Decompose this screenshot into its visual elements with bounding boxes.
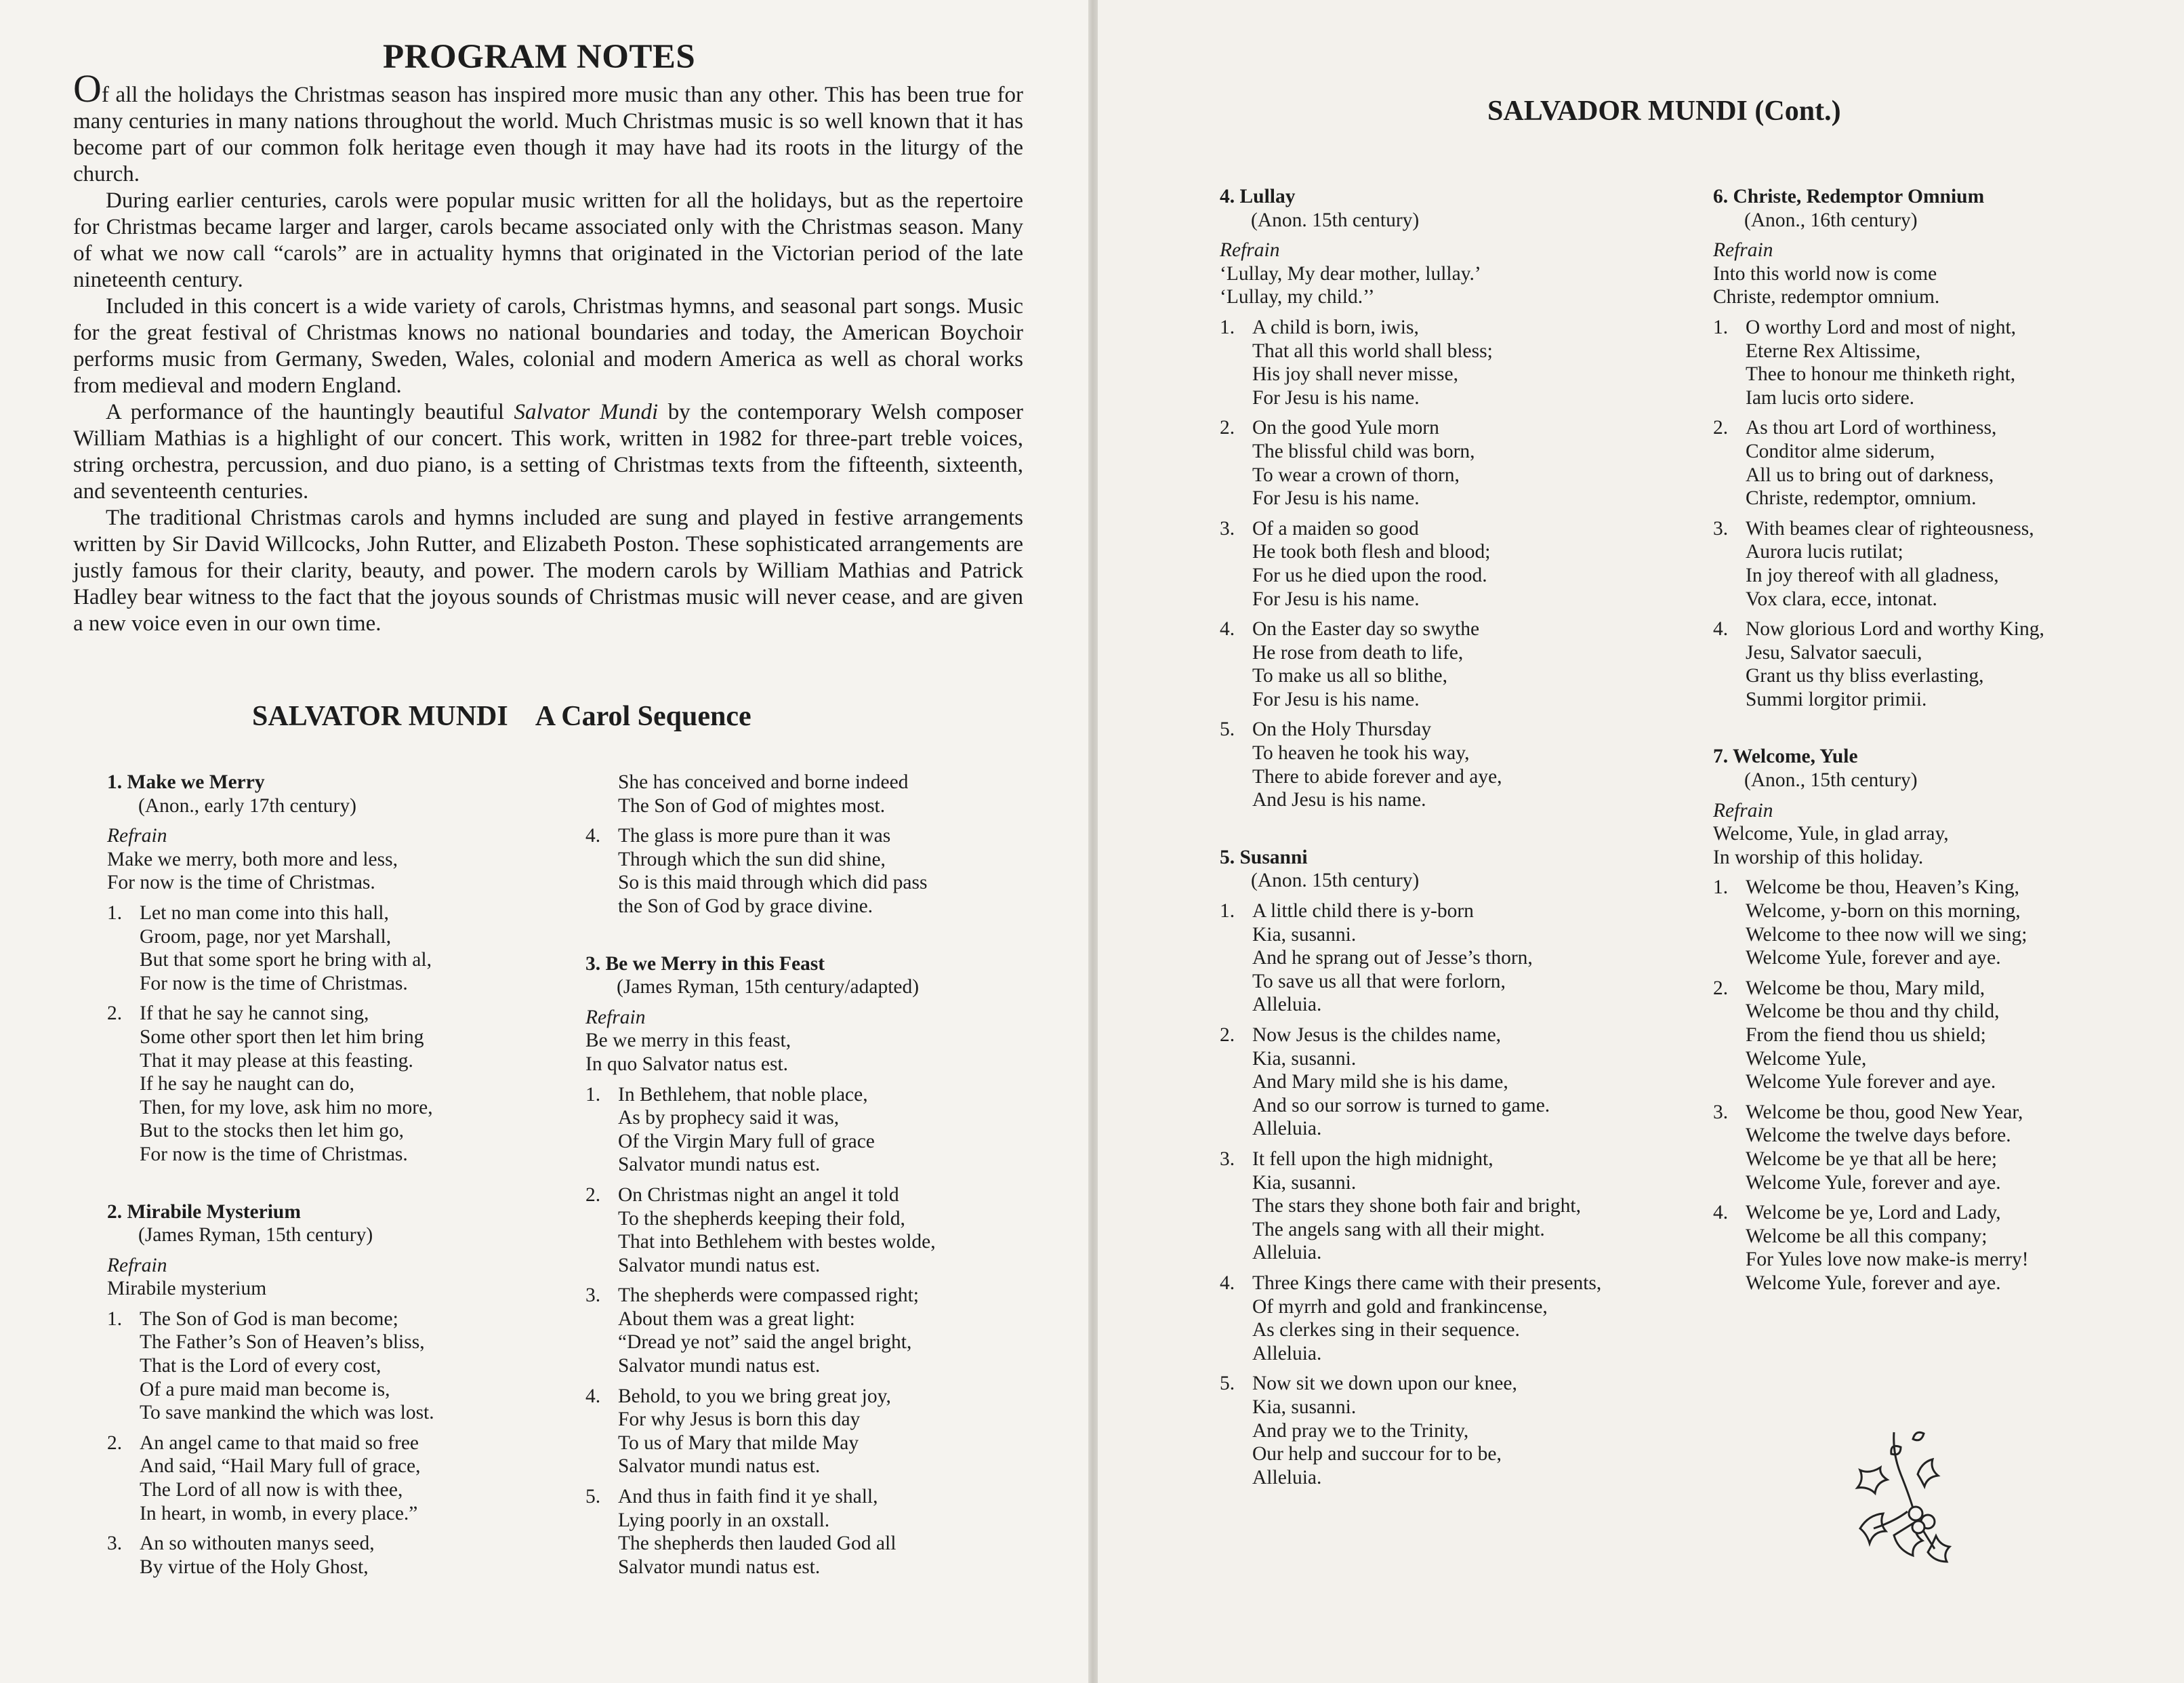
refrain-lines (107, 1277, 514, 1301)
verse-number: 2. (1220, 417, 1235, 439)
verse-first-line (585, 1183, 1006, 1207)
verse-line-text: A child is born, iwis, (1252, 316, 1419, 338)
verse-line: For Yules love now make-is merry! (1746, 1249, 2029, 1271)
refrain-lines (1220, 262, 1660, 309)
verse (1220, 316, 1660, 409)
verse-number: 2. (585, 1183, 601, 1206)
verse (585, 824, 1006, 918)
refrain-label: Refrain (107, 825, 167, 847)
text-line: Make we merry, both more and less, (107, 848, 398, 870)
verse-line: Welcome be all this company; (1746, 1225, 1987, 1247)
verse-first-line (107, 901, 514, 925)
verse-line: Salvator mundi natus est. (618, 1154, 821, 1176)
verse (1713, 316, 2147, 409)
verse-line: And pray we to the Trinity, (1252, 1419, 1469, 1442)
verse-line: Through which the sun did shine, (618, 848, 886, 870)
salvador-mundi-cont-title: SALVADOR MUNDI (Cont.) (1487, 96, 1841, 127)
carol-attribution: (Anon. 15th century) (1251, 870, 1420, 892)
carol-attribution: (Anon., 16th century) (1744, 209, 1918, 231)
carol-attribution: (Anon., 15th century) (1744, 769, 1918, 792)
verse-line-text: The shepherds were compassed right; (618, 1284, 919, 1307)
verse (1220, 517, 1660, 611)
verse-line-text: And thus in faith find it ye shall, (618, 1486, 878, 1508)
verse (1220, 1148, 1660, 1265)
notes-paragraph-4-lead: A performance of the hauntingly beautiful (106, 400, 514, 424)
section-gap (1713, 711, 2147, 745)
verse-line: Of a pure maid man become is, (140, 1378, 390, 1400)
page-gutter (1088, 0, 1098, 1683)
verse-number: 4. (585, 1385, 601, 1407)
verse-first-line (1220, 1023, 1660, 1047)
verse-line: Kia, susanni. (1252, 1047, 1357, 1070)
program-notes-title: PROGRAM NOTES (383, 38, 696, 76)
verse-line: And he sprang out of Jesse’s thorn, (1252, 947, 1533, 969)
verse-number: 3. (1220, 1148, 1235, 1170)
verse-line: Alleluia. (1252, 1242, 1322, 1264)
verse-line: So is this maid through which did pass (618, 872, 928, 894)
verse-line: Salvator mundi natus est. (618, 1556, 821, 1578)
notes-paragraph-1-text: f all the holidays the Christmas season has inspired more music than any other. This has been true for many centuries in many nations throughout the world. Much Christmas music is so well known that it has become part of our common folk heritage even though it may have had its roots in the liturgy of the church. (73, 83, 1023, 186)
section-gap (107, 1167, 514, 1200)
verse-line: That it may please at this feasting. (140, 1049, 413, 1072)
verse-line: Welcome Yule, (1746, 1047, 1867, 1070)
notes-work-title: Salvator Mundi (514, 400, 659, 424)
verse-line-text: Welcome be thou, good New Year, (1746, 1101, 2023, 1123)
verse-line: But that some sport he bring with al, (140, 949, 432, 971)
verse-line: Then, for my love, ask him no more, (140, 1096, 433, 1118)
carol-title: 2. Mirabile Mysterium (107, 1200, 301, 1223)
carol-column-2 (585, 771, 1006, 1579)
verse-line: And Mary mild she is his dame, (1252, 1071, 1508, 1093)
verse (107, 1307, 514, 1425)
verse-first-line (1713, 876, 2147, 899)
verse-line: That is the Lord of every cost, (140, 1355, 382, 1377)
verse-number: 5. (1220, 718, 1235, 741)
verse-number: 4. (585, 825, 601, 847)
verse-line: Jesu, Salvator saeculi, (1746, 641, 1922, 664)
verse (107, 1432, 514, 1525)
verse-line: The shepherds then lauded God all (618, 1533, 897, 1555)
verse-line: For us he died upon the rood. (1252, 564, 1487, 586)
refrain-label: Refrain (1713, 239, 1773, 262)
verse (585, 1385, 1006, 1478)
verse-first-line (1713, 416, 2147, 440)
verse-line: Aurora lucis rutilat; (1746, 541, 1903, 563)
carol-column-3 (1220, 185, 1660, 1489)
verse-first-line (1220, 517, 1660, 541)
verse-number: 1. (1713, 876, 1729, 899)
verse-line: Welcome Yule, forever and aye. (1746, 947, 2001, 969)
carol-column-1 (107, 771, 514, 1579)
program-notes-text (73, 66, 1023, 637)
verse-number: 2. (107, 1432, 123, 1454)
verse-line-text: Now glorious Lord and worthy King, (1746, 618, 2044, 641)
carol-title: 5. Susanni (1220, 846, 1308, 868)
verse-line: Welcome the twelve days before. (1746, 1124, 2011, 1147)
salvator-mundi-title-main: SALVATOR MUNDI (252, 701, 508, 732)
verse-line: Welcome Yule forever and aye. (1746, 1071, 1996, 1093)
verse-number: 3. (107, 1533, 123, 1555)
verse-line: The blissful child was born, (1252, 440, 1475, 462)
verse-first-line (1713, 1101, 2147, 1124)
text-line: Welcome, Yule, in glad array, (1713, 823, 1949, 845)
verse (1713, 517, 2147, 611)
section-gap (1220, 812, 1660, 846)
verse-line: As by prophecy said it was, (618, 1107, 840, 1129)
verse-line: Our help and succour for to be, (1252, 1443, 1502, 1465)
verse-number: 1. (585, 1083, 601, 1106)
verse-line: Of myrrh and gold and frankincense, (1252, 1295, 1548, 1318)
verse-number: 1. (1220, 316, 1235, 338)
verse-line-text: O worthy Lord and most of night, (1746, 316, 2017, 338)
verse-line: Alleluia. (1252, 1466, 1322, 1488)
text-line: Be we merry in this feast, (585, 1030, 791, 1052)
verse-line: The angels sang with all their might. (1252, 1218, 1545, 1240)
verse-line: In heart, in womb, in every place.” (140, 1502, 418, 1524)
verse-line: Iam lucis orto sidere. (1746, 386, 1915, 409)
verse-line: To save mankind the which was lost. (140, 1402, 434, 1424)
verse-line: Conditor alme siderum, (1746, 440, 1935, 462)
verse-first-line (1220, 1372, 1660, 1396)
carol-attribution: (James Ryman, 15th century) (138, 1224, 373, 1246)
verse (585, 1183, 1006, 1277)
verse-line: Welcome Yule, forever and aye. (1746, 1171, 2001, 1194)
refrain-label: Refrain (107, 1254, 167, 1276)
refrain-label: Refrain (585, 1006, 646, 1028)
verse-first-line (1220, 416, 1660, 440)
verse-line: From the fiend thou us shield; (1746, 1024, 1986, 1046)
verse-line: “Dread ye not” said the angel bright, (618, 1331, 912, 1354)
refrain-label: Refrain (1220, 239, 1280, 262)
verse-line: Of the Virgin Mary full of grace (618, 1130, 875, 1152)
verse-number: 4. (1220, 1272, 1235, 1294)
verse-line: As clerkes sing in their sequence. (1252, 1319, 1520, 1341)
verse-line-text: Welcome be thou, Heaven’s King, (1746, 876, 2019, 899)
verse-number: 2. (1713, 977, 1729, 999)
verse (1220, 1372, 1660, 1489)
verse-number: 5. (1220, 1373, 1235, 1395)
drop-cap: O (73, 66, 102, 110)
verse-line: Some other sport then let him bring (140, 1026, 424, 1048)
verse-line-text: On the Holy Thursday (1252, 718, 1432, 741)
verse-line: Groom, page, nor yet Marshall, (140, 925, 392, 948)
verse-line: the Son of God by grace divine. (618, 895, 873, 917)
text-line: In quo Salvator natus est. (585, 1053, 789, 1075)
verse-line-text: On the good Yule morn (1252, 417, 1439, 439)
verse (585, 1485, 1006, 1579)
verse-first-line (1220, 1148, 1660, 1171)
verse (107, 1002, 514, 1166)
verse-line: Alleluia. (1252, 1342, 1322, 1364)
verse-line-text: It fell upon the high midnight, (1252, 1148, 1493, 1170)
verse-number: 2. (1713, 417, 1729, 439)
verse-first-line (107, 1002, 514, 1026)
verse-first-line (1220, 1272, 1660, 1295)
refrain-lines (585, 1029, 1006, 1076)
verse-first-line (107, 1532, 514, 1556)
carol-attribution: (James Ryman, 15th century/adapted) (617, 976, 920, 998)
verse-line: The stars they shone both fair and bright, (1252, 1195, 1581, 1217)
verse-line: He rose from death to life, (1252, 641, 1464, 664)
verse-line-text: Now sit we down upon our knee, (1252, 1373, 1517, 1395)
verse-line: Alleluia. (1252, 1118, 1322, 1140)
carol-title: 6. Christe, Redemptor Omnium (1713, 186, 1985, 207)
verse-number: 1. (107, 901, 123, 924)
verse-line-text: Three Kings there came with their presents, (1252, 1272, 1602, 1294)
refrain-lines (1713, 262, 2147, 309)
verse-line: If he say he naught can do, (140, 1073, 355, 1095)
verse-number: 1. (1220, 900, 1235, 922)
verse-first-line (585, 1083, 1006, 1107)
verse-line: Summi lorgitor primii. (1746, 688, 1927, 710)
notes-paragraph-4 (73, 399, 1023, 505)
verse-number: 2. (107, 1002, 123, 1025)
verse (107, 1532, 514, 1579)
verse-number: 3. (1220, 517, 1235, 540)
verse-number: 5. (585, 1486, 601, 1508)
section-gap (585, 918, 1006, 952)
verse-first-line (1713, 316, 2147, 340)
verse-line: Salvator mundi natus est. (618, 1254, 821, 1276)
verse-first-line (585, 1284, 1006, 1307)
verse-line: His joy shall never misse, (1252, 363, 1458, 386)
text-line: ‘Lullay, My dear mother, lullay.’ (1220, 262, 1481, 285)
verse (1220, 1023, 1660, 1141)
verse-line-text: An so withouten manys seed, (140, 1533, 375, 1555)
verse-line: Welcome Yule, forever and aye. (1746, 1272, 2001, 1294)
verse-number: 1. (107, 1307, 123, 1330)
verse-line: For Jesu is his name. (1252, 487, 1420, 510)
verse (1220, 617, 1660, 711)
verse-number: 2. (1220, 1024, 1235, 1046)
verse (585, 1083, 1006, 1177)
verse-number: 4. (1713, 1202, 1729, 1224)
verse-line: The Lord of all now is with thee, (140, 1479, 403, 1501)
verse-line: And said, “Hail Mary full of grace, (140, 1455, 421, 1478)
verse (107, 901, 514, 995)
notes-paragraph-3: Included in this concert is a wide variety of carols, Christmas hymns, and seasonal part songs. Music for the great festival of Christmas knows no national boundaries and today, the American Boychoir performs music from Germany, Sweden, Wales, colonial and modern America as well as choral works from medieval and modern England. (73, 294, 1023, 398)
verse (1713, 1101, 2147, 1194)
text-line: The Son of God of mightes most. (618, 794, 886, 817)
verse-line-text: The glass is more pure than it was (618, 825, 891, 847)
verse-line: And so our sorrow is turned to game. (1252, 1094, 1550, 1116)
verse-number: 4. (1220, 618, 1235, 641)
verse (1713, 617, 2147, 711)
verse-line: Eterne Rex Altissime, (1746, 340, 1921, 362)
verse-number: 3. (1713, 517, 1729, 540)
verse-first-line (1220, 617, 1660, 641)
verse-line: Thee to honour me thinketh right, (1746, 363, 2016, 386)
verse-line-text: The Son of God is man become; (140, 1307, 398, 1330)
verse-number: 1. (1713, 316, 1729, 338)
verse-line: Kia, susanni. (1252, 1396, 1357, 1418)
verse-line: Vox clara, ecce, intonat. (1746, 588, 1937, 610)
verse-first-line (107, 1307, 514, 1331)
verse-first-line (1713, 1201, 2147, 1225)
verse-line: For Jesu is his name. (1252, 588, 1420, 610)
verse-line: Welcome be ye that all be here; (1746, 1148, 1998, 1170)
verse (1220, 899, 1660, 1017)
verse-line: For Jesu is his name. (1252, 386, 1420, 409)
verse-line-text: With beames clear of righteousness, (1746, 517, 2034, 540)
verse-line: For Jesu is his name. (1252, 688, 1420, 710)
verse-line: There to abide forever and aye, (1252, 765, 1502, 788)
verse (1713, 1201, 2147, 1295)
verse (1713, 977, 2147, 1094)
verse-line: And Jesu is his name. (1252, 789, 1426, 811)
verse-line-text: Welcome be ye, Lord and Lady, (1746, 1202, 2001, 1224)
verse-first-line (1713, 517, 2147, 541)
refrain-label: Refrain (1713, 799, 1773, 822)
carol-column-4 (1713, 185, 2147, 1295)
carol-attribution: (Anon. 15th century) (1251, 209, 1420, 231)
verse-line: Welcome be thou and thy child, (1746, 1000, 2000, 1023)
verse-line: For why Jesus is born this day (618, 1408, 861, 1431)
verse-line-text: Behold, to you we bring great joy, (618, 1385, 891, 1407)
verse-line: To make us all so blithe, (1252, 665, 1447, 687)
carol-title: 4. Lullay (1220, 186, 1296, 207)
verse-line: By virtue of the Holy Ghost, (140, 1556, 369, 1578)
verse-line: Welcome, y-born on this morning, (1746, 900, 2021, 922)
text-line: In worship of this holiday. (1713, 846, 1924, 868)
verse-line: Welcome to thee now will we sing; (1746, 923, 2027, 946)
carol-title: 7. Welcome, Yule (1713, 746, 1858, 768)
verse-line: To the shepherds keeping their fold, (618, 1207, 905, 1230)
carol-title: 3. Be we Merry in this Feast (585, 952, 825, 975)
verse-line: Christe, redemptor, omnium. (1746, 487, 1977, 510)
verse-line: To save us all that were forlorn, (1252, 970, 1506, 992)
verse-line-text: As thou art Lord of worthiness, (1746, 417, 1997, 439)
verse-line: Salvator mundi natus est. (618, 1355, 821, 1377)
verse-first-line (585, 824, 1006, 848)
verse-line: Salvator mundi natus est. (618, 1455, 821, 1478)
text-line: She has conceived and borne indeed (618, 771, 909, 793)
verse-line: Alleluia. (1252, 994, 1322, 1016)
verse-number: 3. (585, 1284, 601, 1307)
left-page (0, 0, 1088, 1683)
verse-line: To us of Mary that milde May (618, 1432, 859, 1454)
verse-number: 4. (1713, 618, 1729, 641)
refrain-lines (1713, 822, 2147, 869)
verse-first-line (107, 1432, 514, 1455)
verse-line: Lying poorly in an oxstall. (618, 1509, 830, 1531)
verse-line-text: In Bethlehem, that noble place, (618, 1083, 868, 1106)
verse-line-text: Of a maiden so good (1252, 517, 1419, 540)
text-line: ‘Lullay, my child.’’ (1220, 286, 1375, 308)
salvator-mundi-title-sub: A Carol Sequence (535, 701, 751, 732)
verse-number: 3. (1713, 1101, 1729, 1123)
text-line: Christe, redemptor omnium. (1713, 286, 1940, 308)
verse-line-text: If that he say he cannot sing, (140, 1002, 369, 1025)
verse-line: In joy thereof with all gladness, (1746, 564, 1999, 586)
verse-line: That all this world shall bless; (1252, 340, 1493, 362)
notes-paragraph-2: During earlier centuries, carols were popular music written for all the holidays, but as the repertoire for Christmas became larger and larger, carols became associated only with the Christmas season. Many of what we now call “carols” are in actuality hymns that originated in the Victorian period of the late nineteenth century. (73, 188, 1023, 292)
verse-line: That into Bethlehem with bestes wolde, (618, 1231, 936, 1253)
verse (585, 1284, 1006, 1377)
notes-paragraph-5: The traditional Christmas carols and hymns included are sung and played in festive arrangements written by Sir David Willcocks, John Rutter, and Elizabeth Poston. These sophisticated arrangements are justly famous for their clarity, beauty, and power. The modern carols by William Mathias and Patrick Hadley bear witness to the fact that the joyous sounds of Christmas music will never cease, and are given a new voice even in our own time. (73, 506, 1023, 636)
verse-first-line (585, 1385, 1006, 1408)
verse-line: To wear a crown of thorn, (1252, 464, 1460, 486)
carol-attribution: (Anon., early 17th century) (138, 794, 356, 817)
verse-line: For now is the time of Christmas. (140, 972, 408, 994)
verse-line-text: Now Jesus is the childes name, (1252, 1024, 1502, 1046)
verse-first-line (1220, 899, 1660, 923)
notes-paragraph-1 (73, 66, 1023, 188)
verse-line: For now is the time of Christmas. (140, 1143, 408, 1165)
verse (1713, 416, 2147, 510)
verse-line-text: On the Easter day so swythe (1252, 618, 1480, 641)
verse (1220, 718, 1660, 811)
verse-line: Grant us thy bliss everlasting, (1746, 665, 1984, 687)
verse-line: Kia, susanni. (1252, 1171, 1357, 1194)
verse-first-line (585, 1485, 1006, 1509)
notes-paragraph-4-rest: by the contemporary Welsh composer William Mathias is a highlight of our concert. This work, written in 1982 for three-part treble voices, string orchestra, percussion, and duo piano, is a setting of Christmas texts from the fifteenth, sixteenth, and seventeenth centuries. (73, 400, 1023, 504)
verse (1220, 1272, 1660, 1365)
verse-line-text: On Christmas night an angel it told (618, 1183, 899, 1206)
verse-line: To heaven he took his way, (1252, 742, 1470, 765)
refrain-lines (585, 771, 1006, 817)
verse-line: He took both flesh and blood; (1252, 541, 1491, 563)
verse-first-line (1713, 977, 2147, 1000)
verse-line: But to the stocks then let him go, (140, 1120, 405, 1142)
salvator-mundi-title (252, 700, 751, 733)
text-line: For now is the time of Christmas. (107, 872, 375, 894)
verse (1713, 876, 2147, 969)
verse (1220, 416, 1660, 510)
verse-line: The Father’s Son of Heaven’s bliss, (140, 1331, 425, 1354)
carol-title: 1. Make we Merry (107, 771, 265, 793)
verse-first-line (1713, 617, 2147, 641)
verse-line-text: Let no man come into this hall, (140, 901, 389, 924)
verse-first-line (1220, 316, 1660, 340)
verse-line: All us to bring out of darkness, (1746, 464, 1994, 486)
verse-first-line (1220, 718, 1660, 742)
text-line: Into this world now is come (1713, 262, 1937, 285)
verse-line-text: A little child there is y-born (1252, 900, 1474, 922)
verse-line-text: An angel came to that maid so free (140, 1432, 419, 1454)
verse-line: Kia, susanni. (1252, 923, 1357, 946)
text-line: Mirabile mysterium (107, 1278, 267, 1300)
verse-line-text: Welcome be thou, Mary mild, (1746, 977, 1985, 999)
holly-ornament-icon (1853, 1427, 1975, 1583)
verse-line: About them was a great light: (618, 1307, 855, 1330)
refrain-lines (107, 848, 514, 895)
